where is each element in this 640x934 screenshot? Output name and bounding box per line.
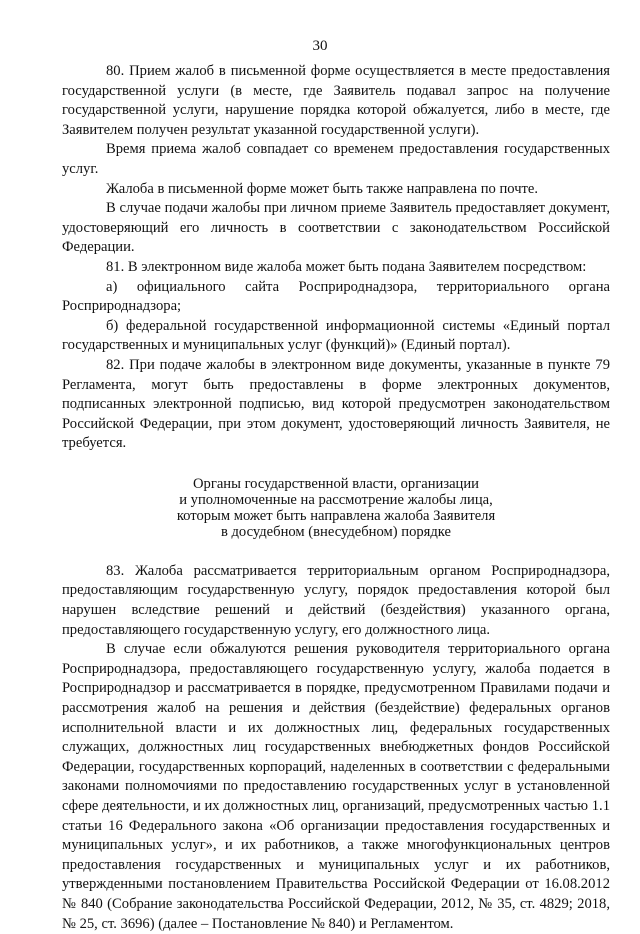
paragraph-postal: Жалоба в письменной форме может быть также направлена по почте. — [106, 180, 539, 197]
paragraph-reception-time: Время приема жалоб совпадает со временем предоставления государственных услуг. — [62, 141, 610, 177]
paragraph-83: 83. Жалоба рассматривается территориальным органом Росприроднадзора, предоставляющим государственную услугу, порядок предоставления которой был нарушен вследствие решений и действий (бездействия) указанного органа, предоставляющего государственную услугу, его должностного лица. — [62, 562, 610, 638]
paragraph-81: 81. В электронном виде жалоба может быть подана Заявителем посредством: — [106, 258, 587, 275]
heading-line: и уполномоченные на рассмотрение жалобы лица, — [179, 491, 493, 508]
paragraph-head-appeal: В случае если обжалуются решения руководителя территориального органа Росприроднадзора, предоставляющего государственную услугу, жалоба подается в Росприроднадзор и рассматривается в порядке, предусмотренном Правилами подачи и рассмотрения жалоб на решения и действия (бездействие) федеральных органов исполнительной власти и их должностных лиц, федеральных государственных служащих, должностных лиц государственных внебюджетных фондов Российской Федерации, государственных корпораций, наделенных в соответствии с федеральными законами полномочиями по предоставлению государственных услуг в установленной сфере деятельности, и их должностных лиц, организаций, предусмотренных частью 1.1 статьи 16 Федерального закона «Об организации предоставления государственных и муниципальных услуг», и их работников, а также многофункциональных центров предоставления государственных и муниципальных услуг и их работников, утвержденными постановлением Правительства Российской Федерации от 16.08.2012 № 840 (Собрание законодательства Российской Федерации, 2012, № 35, ст. 4829; 2018, № 25, ст. 3696) (далее – Постановление № 840) и Регламентом. — [62, 641, 610, 932]
heading-line: Органы государственной власти, организации — [193, 475, 479, 492]
heading-line: которым может быть направлена жалоба Заявителя — [176, 507, 496, 524]
heading-line: в досудебном (внесудебном) порядке — [220, 523, 452, 540]
paragraph-personal-reception: В случае подачи жалобы при личном приеме Заявитель предоставляет документ, удостоверяющий его личность в соответствии с законодательством Российской Федерации. — [62, 200, 610, 256]
section-heading — [62, 476, 610, 540]
paragraph-80: 80. Прием жалоб в письменной форме осуществляется в месте предоставления государственной услуги (в месте, где Заявитель подавал запрос на получение государственной услуги, нарушение порядка которой обжалуется, либо в месте, где Заявителем получен результат указанной государственной услуги). — [62, 63, 610, 138]
document-body — [62, 62, 610, 934]
page-number: 30 — [312, 38, 328, 54]
list-item-b: б) федеральной государственной информационной системы «Единый портал государственных и муниципальных услуг (функций)» (Единый портал). — [62, 317, 610, 354]
list-item-a: а) официального сайта Росприроднадзора, территориального органа Росприроднадзора; — [62, 278, 610, 315]
paragraph-82: 82. При подаче жалобы в электронном виде документы, указанные в пункте 79 Регламента, могут быть предоставлены в форме электронных документов, подписанных электронной подписью, вид которой предусмотрен законодательством Российской Федерации, при этом документ, удостоверяющий личность Заявителя, не требуется. — [62, 356, 610, 452]
